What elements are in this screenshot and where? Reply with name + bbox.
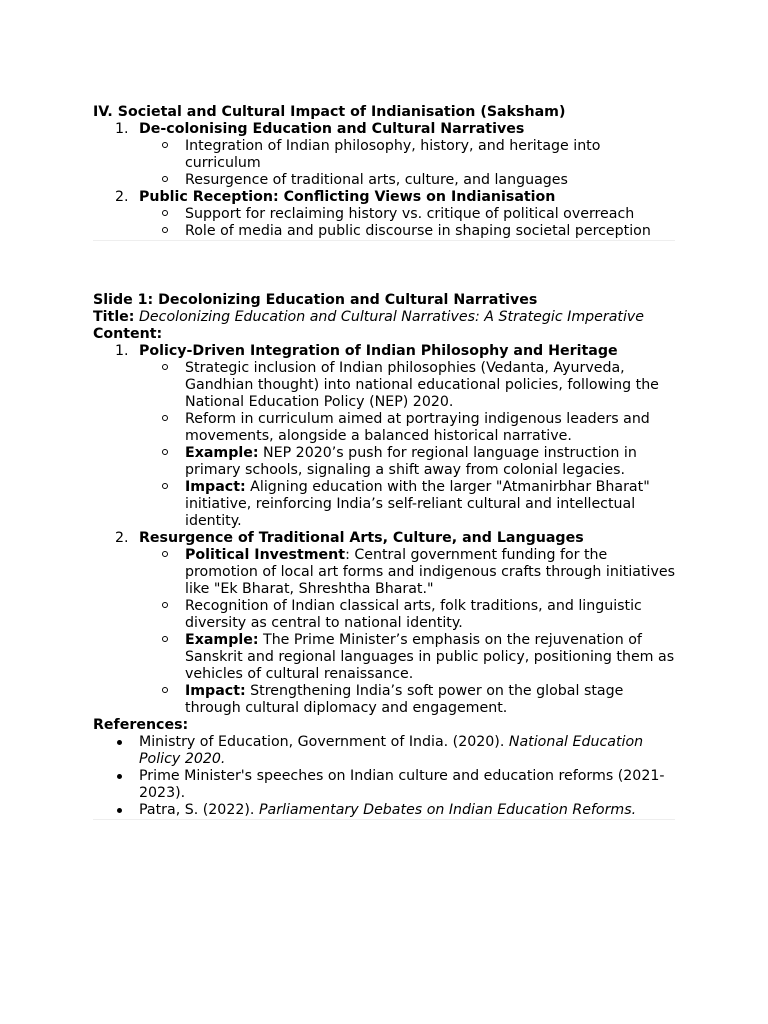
list-item xyxy=(139,683,675,717)
slide-section xyxy=(93,292,675,819)
bullet-label: Impact: xyxy=(185,683,246,699)
list-item xyxy=(139,223,675,240)
hollow-bullet-icon xyxy=(162,636,168,642)
bullet-text: : Central government funding for the promotion of local art forms and indigenous crafts through initiatives like "Ek Bharat, Shreshtha Bharat." xyxy=(185,547,675,597)
bullet-label: Political Investment xyxy=(185,547,346,563)
spacer xyxy=(93,241,675,292)
references-list xyxy=(93,734,675,819)
reference-text: Prime Minister's speeches on Indian culture and education reforms (2021-2023). xyxy=(139,768,665,801)
reference-italic: Parliamentary Debates on Indian Education Reforms. xyxy=(258,802,637,818)
outline-section xyxy=(93,104,675,240)
hollow-bullet-icon xyxy=(162,210,168,216)
reference-item xyxy=(93,734,675,768)
list-item xyxy=(139,206,675,223)
hollow-bullet-icon xyxy=(162,449,168,455)
list-item xyxy=(139,598,675,632)
hollow-bullet-icon xyxy=(162,142,168,148)
slide-heading: Slide 1: Decolonizing Education and Cultural Narratives xyxy=(93,292,538,308)
hollow-bullet-icon xyxy=(162,227,168,233)
hollow-bullet-icon xyxy=(162,364,168,370)
content-label: Content: xyxy=(93,326,163,342)
hollow-bullet-icon xyxy=(162,176,168,182)
outline-item-title: Public Reception: Conflicting Views on Indianisation xyxy=(139,189,556,205)
bullet-label: Example: xyxy=(185,632,259,648)
reference-text: Ministry of Education, Government of India. (2020). xyxy=(139,734,509,750)
document-page xyxy=(93,104,675,820)
bullet-icon xyxy=(117,740,122,745)
list-item-text: Resurgence of traditional arts, culture, and languages xyxy=(185,172,568,188)
outline-heading: IV. Societal and Cultural Impact of Indianisation (Saksham) xyxy=(93,104,566,120)
bullet-label: Impact: xyxy=(185,479,246,495)
content-section xyxy=(93,343,675,530)
outline-item xyxy=(93,121,675,189)
content-sublist xyxy=(139,360,675,530)
outline-list xyxy=(93,121,675,240)
outline-item xyxy=(93,189,675,240)
bullet-text: Aligning education with the larger "Atmanirbhar Bharat" initiative, reinforcing India’s self-reliant cultural and intellectual identity. xyxy=(185,479,650,529)
hollow-bullet-icon xyxy=(162,687,168,693)
hollow-bullet-icon xyxy=(162,602,168,608)
content-section xyxy=(93,530,675,717)
bullet-icon xyxy=(117,774,122,779)
list-item xyxy=(139,445,675,479)
reference-item xyxy=(93,802,675,819)
list-item xyxy=(139,479,675,530)
content-section-title: Policy-Driven Integration of Indian Philosophy and Heritage xyxy=(139,343,618,359)
outline-item-number: 1. xyxy=(115,121,129,137)
hollow-bullet-icon xyxy=(162,483,168,489)
reference-text: Patra, S. (2022). xyxy=(139,802,259,818)
outline-sublist xyxy=(139,138,675,189)
content-list xyxy=(93,343,675,717)
list-item xyxy=(139,360,675,411)
slide-title-line xyxy=(93,309,675,326)
reference-item xyxy=(93,768,675,802)
bullet-icon xyxy=(117,808,122,813)
outline-sublist xyxy=(139,206,675,240)
outline-item-title: De-colonising Education and Cultural Narratives xyxy=(139,121,525,137)
list-item xyxy=(139,547,675,598)
content-sublist xyxy=(139,547,675,717)
outline-item-number: 2. xyxy=(115,189,129,205)
hollow-bullet-icon xyxy=(162,551,168,557)
references-label: References: xyxy=(93,717,189,733)
bullet-text: Strategic inclusion of Indian philosophies (Vedanta, Ayurveda, Gandhian thought) into national educational policies, following the National Education Policy (NEP) 2020. xyxy=(185,360,659,410)
list-item-text: Integration of Indian philosophy, history, and heritage into curriculum xyxy=(185,138,601,171)
hollow-bullet-icon xyxy=(162,415,168,421)
slide-title-text: Decolonizing Education and Cultural Narratives: A Strategic Imperative xyxy=(139,309,645,325)
list-item-text: Role of media and public discourse in shaping societal perception xyxy=(185,223,651,239)
list-item xyxy=(139,411,675,445)
content-section-number: 1. xyxy=(115,343,129,359)
reference-italic: National Education Policy 2020. xyxy=(139,734,644,767)
bullet-text: NEP 2020’s push for regional language instruction in primary schools, signaling a shift away from colonial legacies. xyxy=(185,445,637,478)
slide-title-label: Title: xyxy=(93,309,135,325)
section-divider xyxy=(93,819,675,820)
list-item xyxy=(139,138,675,172)
bullet-text: Reform in curriculum aimed at portraying indigenous leaders and movements, alongside a balanced historical narrative. xyxy=(185,411,650,444)
bullet-text: Strengthening India’s soft power on the global stage through cultural diplomacy and engagement. xyxy=(185,683,624,716)
bullet-text: The Prime Minister’s emphasis on the rejuvenation of Sanskrit and regional languages in public policy, positioning them as vehicles of cultural renaissance. xyxy=(185,632,675,682)
bullet-label: Example: xyxy=(185,445,259,461)
bullet-text: Recognition of Indian classical arts, folk traditions, and linguistic diversity as central to national identity. xyxy=(185,598,642,631)
content-section-number: 2. xyxy=(115,530,129,546)
list-item xyxy=(139,632,675,683)
list-item-text: Support for reclaiming history vs. critique of political overreach xyxy=(185,206,635,222)
content-section-title: Resurgence of Traditional Arts, Culture, and Languages xyxy=(139,530,584,546)
list-item xyxy=(139,172,675,189)
